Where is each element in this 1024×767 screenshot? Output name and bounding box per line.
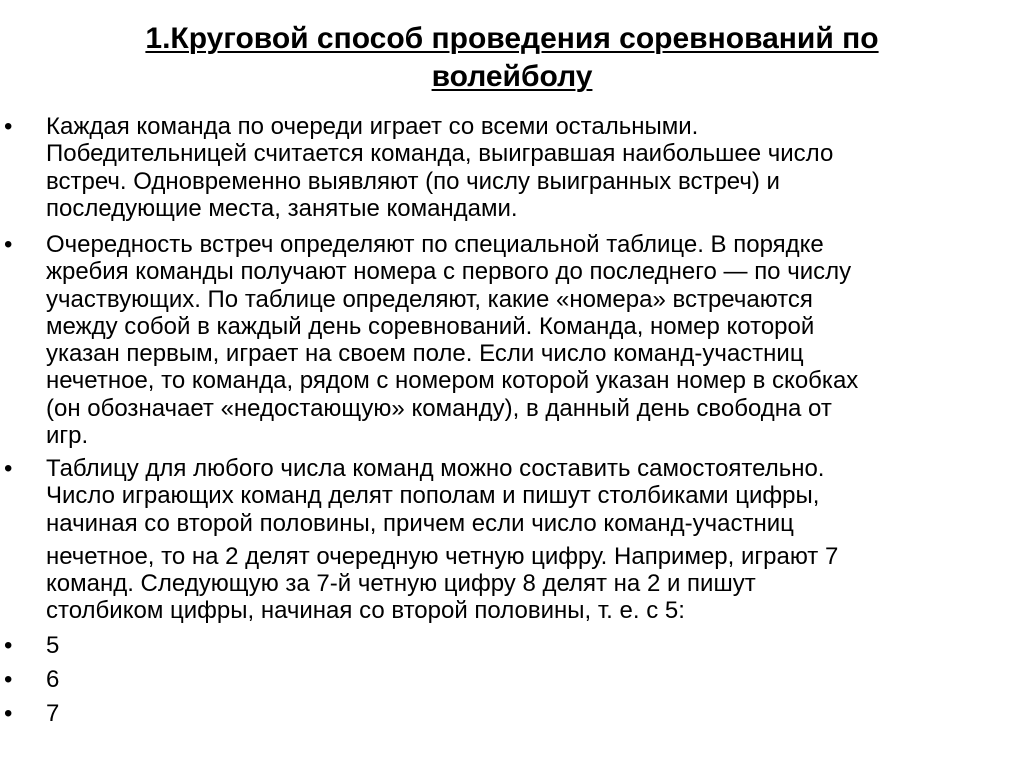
bullet-line: Победительницей считается команда, выигравшая наибольшее число <box>46 140 834 168</box>
bullet-line: последующие места, занятые командами. <box>46 194 518 222</box>
bullet-dot-icon: • <box>4 231 13 258</box>
bullet-line: (он обозначает «недостающую» команду), в данный день свободна от <box>46 394 832 422</box>
slide-title-line: 1.Круговой способ проведения соревнований по <box>145 22 879 55</box>
bullet-line: между собой в каждый день соревнований. Команда, номер которой <box>46 312 815 340</box>
bullet-dot-icon: • <box>4 666 13 693</box>
slide-title-line: волейболу <box>431 60 593 93</box>
bullet-line: 7 <box>46 700 60 727</box>
bullet-text <box>46 632 1018 659</box>
bullet-line: Очередность встреч определяют по специальной таблице. В порядке <box>46 231 824 258</box>
bullet-line: игр. <box>46 422 89 450</box>
bullet-line: жребия команды получают номера с первого до последнего — по числу <box>46 258 852 286</box>
bullet-line: 5 <box>46 632 60 659</box>
bullet-line: Число играющих команд делят пополам и пишут столбиками цифры, <box>46 482 820 510</box>
bullet-line: указан первым, играет на своем поле. Если число команд-участниц <box>46 340 804 368</box>
bullet-line: встреч. Одновременно выявляют (по числу выигранных встреч) и <box>46 167 780 195</box>
bullet-text <box>46 666 1018 693</box>
bullet-text <box>46 113 1018 222</box>
bullet-text <box>46 455 1018 625</box>
bullet-line: столбиком цифры, начиная со второй половины, т. е. с 5: <box>46 597 685 625</box>
bullet-dot-icon: • <box>4 455 13 482</box>
bullet-line: Каждая команда по очереди играет со всеми остальными. <box>46 113 699 140</box>
bullet-line: 6 <box>46 666 60 693</box>
bullet-line: Таблицу для любого числа команд можно составить самостоятельно. <box>46 455 825 482</box>
bullet-dot-icon: • <box>4 700 13 727</box>
bullet-dot-icon: • <box>4 632 13 659</box>
bullet-text <box>46 231 1018 449</box>
bullet-line: нечетное, то команда, рядом с номером которой указан номер в скобках <box>46 367 859 395</box>
bullet-line: участвующих. По таблице определяют, какие «номера» встречаются <box>46 285 813 313</box>
bullet-text <box>46 700 1018 727</box>
bullet-line: команд. Следующую за 7-й четную цифру 8 делят на 2 и пишут <box>46 570 756 598</box>
bullet-line: начиная со второй половины, причем если число команд-участниц <box>46 509 794 537</box>
bullet-dot-icon: • <box>4 113 13 140</box>
bullet-line: нечетное, то на 2 делят очередную четную цифру. Например, играют 7 <box>46 542 839 570</box>
